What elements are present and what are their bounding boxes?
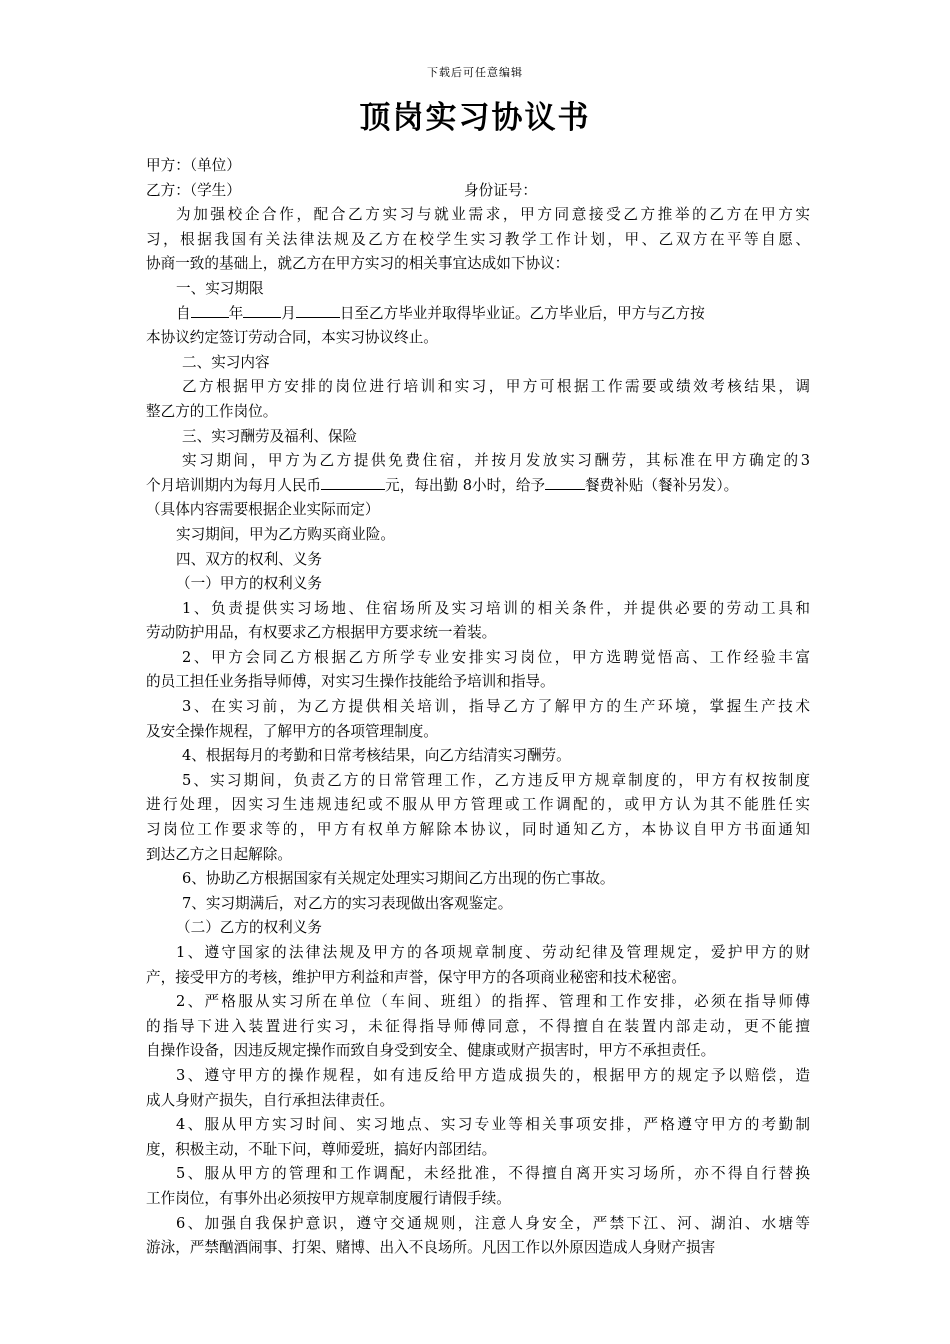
term-text: 日至乙方毕业并取得毕业证。乙方毕业后，甲方与乙方按 (339, 304, 705, 322)
header-note: 下载后可任意编辑 (427, 66, 523, 79)
section-heading: 四、双方的权利、义务 (176, 550, 322, 568)
clause-line: 6、协助乙方根据国家有关规定处理实习期间乙方出现的伤亡事故。 (182, 870, 615, 888)
party-b-line (146, 179, 810, 204)
term-line (146, 302, 810, 327)
pay-line (146, 474, 810, 499)
content-line: 乙方根据甲方安排的岗位进行培训和实习，甲方可根据工作需要或绩效考核结果，调 (182, 378, 810, 396)
subsection-heading: （二）乙方的权利义务 (176, 919, 322, 937)
content-line: 整乙方的工作岗位。 (146, 402, 278, 420)
clause-line: 工作岗位，有事外出必须按甲方规章制度履行请假手续。 (146, 1189, 511, 1207)
intro-line: 为加强校企合作，配合乙方实习与就业需求，甲方同意接受乙方推举的乙方在甲方实 (176, 206, 810, 224)
pay-text: 个月培训期内为每月人民币 (146, 476, 322, 494)
clause-line: 游泳，严禁酗酒闹事、打架、赌博、出入不良场所。凡因工作以外原因造成人身财产损害 (146, 1239, 716, 1257)
section-heading: 二、实习内容 (182, 353, 270, 371)
clause-line: 5、服从甲方的管理和工作调配，未经批准，不得擅自离开实习场所，亦不得自行替换 (176, 1165, 810, 1183)
clause-line: 及安全操作规程，了解甲方的各项管理制度。 (146, 722, 438, 740)
subsection-heading: （一）甲方的权利义务 (176, 575, 322, 593)
term-text: 年 (228, 304, 244, 322)
clause-line: 的员工担任业务指导师傅，对实习生操作技能给予培训和指导。 (146, 673, 555, 691)
clause-line: 劳动防护用品，有权要求乙方根据甲方要求统一着装。 (146, 624, 497, 642)
party-b-obligations (146, 941, 810, 1261)
clause-line: 3、遵守甲方的操作规程，如有违反给甲方造成损失的，根据甲方的规定予以赔偿，造 (176, 1066, 810, 1084)
clause-line: 6、加强自我保护意识，遵守交通规则，注意人身安全，严禁下江、河、湖泊、水塘等 (176, 1214, 810, 1232)
clause-line: 到达乙方之日起解除。 (146, 845, 292, 863)
document-title: 顶岗实习协议书 (359, 100, 591, 136)
clause-line: 5、实习期间，负责乙方的日常管理工作，乙方违反甲方规章制度的，甲方有权按制度 (182, 771, 810, 789)
document-body (146, 154, 810, 1261)
intro-line: 协商一致的基础上，就乙方在甲方实习的相关事宜达成如下协议： (146, 255, 570, 273)
pay-line: 实习期间，甲为乙方购买商业险。 (176, 525, 395, 543)
pay-line: （具体内容需要根据企业实际而定） (146, 501, 380, 519)
party-a-obligations (146, 597, 810, 917)
clause-line: 4、根据每月的考勤和日常考核结果，向乙方结清实习酬劳。 (182, 747, 571, 765)
meal-blank (545, 475, 585, 490)
clause-line: 产，接受甲方的考核，维护甲方利益和声誉，保守甲方的各项商业秘密和技术秘密。 (146, 968, 686, 986)
month-blank (243, 303, 281, 318)
amount-blank (321, 475, 385, 490)
clause-line: 进行处理，因实习生违规违纪或不服从甲方管理或工作调配的，或甲方认为其不能胜任实 (146, 796, 810, 814)
party-a-line: 甲方：（单位） (146, 157, 241, 174)
clause-line: 2、严格服从实习所在单位（车间、班组）的指挥、管理和工作安排，必须在指导师傅 (176, 993, 810, 1011)
clause-line: 1、遵守国家的法律法规及甲方的各项规章制度、劳动纪律及管理规定，爱护甲方的财 (176, 944, 810, 961)
party-b-label: 乙方：（学生） (146, 181, 241, 199)
clause-line: 的指导下进入装置进行实习，未征得指导师傅同意，不得擅自在装置内部走动，更不能擅 (146, 1017, 810, 1035)
term-text: 自 (176, 304, 191, 322)
day-blank (296, 303, 340, 318)
clause-line: 度，积极主动，不耻下问，尊师爱班，搞好内部团结。 (146, 1140, 497, 1158)
clause-line: 成人身财产损失，自行承担法律责任。 (146, 1091, 395, 1109)
pay-line: 实习期间，甲方为乙方提供免费住宿，并按月发放实习酬劳，其标准在甲方确定的3 (182, 452, 810, 470)
pay-text: 元，每出勤 8小时，给予 (385, 476, 546, 494)
id-number-label: 身份证号： (464, 181, 537, 199)
clause-line: 习岗位工作要求等的，甲方有权单方解除本协议，同时通知乙方，本协议自甲方书面通知 (146, 821, 810, 839)
clause-line: 1、负责提供实习场地、住宿场所及实习培训的相关条件，并提供必要的劳动工具和 (182, 599, 810, 617)
year-blank (191, 303, 229, 318)
pay-text: 餐费补贴（餐补另发）。 (585, 476, 739, 494)
term-text: 月 (281, 304, 296, 322)
term-line: 本协议约定签订劳动合同，本实习协议终止。 (146, 329, 438, 347)
clause-line: 3、在实习前，为乙方提供相关培训，指导乙方了解甲方的生产环境，掌握生产技术 (182, 698, 810, 716)
clause-line: 2、甲方会同乙方根据乙方所学专业安排实习岗位，甲方选聘觉悟高、工作经验丰富 (182, 648, 810, 666)
section-heading: 一、实习期限 (176, 279, 264, 297)
clause-line: 7、实习期满后，对乙方的实习表现做出客观鉴定。 (182, 894, 513, 912)
clause-line: 4、服从甲方实习时间、实习地点、实习专业等相关事项安排，严格遵守甲方的考勤制 (176, 1116, 810, 1134)
intro-line: 习，根据我国有关法律法规及乙方在校学生实习教学工作计划，甲、乙双方在平等自愿、 (146, 230, 810, 248)
clause-line: 自操作设备，因违反规定操作而致自身受到安全、健康或财产损害时，甲方不承担责任。 (146, 1042, 716, 1060)
section-heading: 三、实习酬劳及福利、保险 (182, 427, 358, 445)
